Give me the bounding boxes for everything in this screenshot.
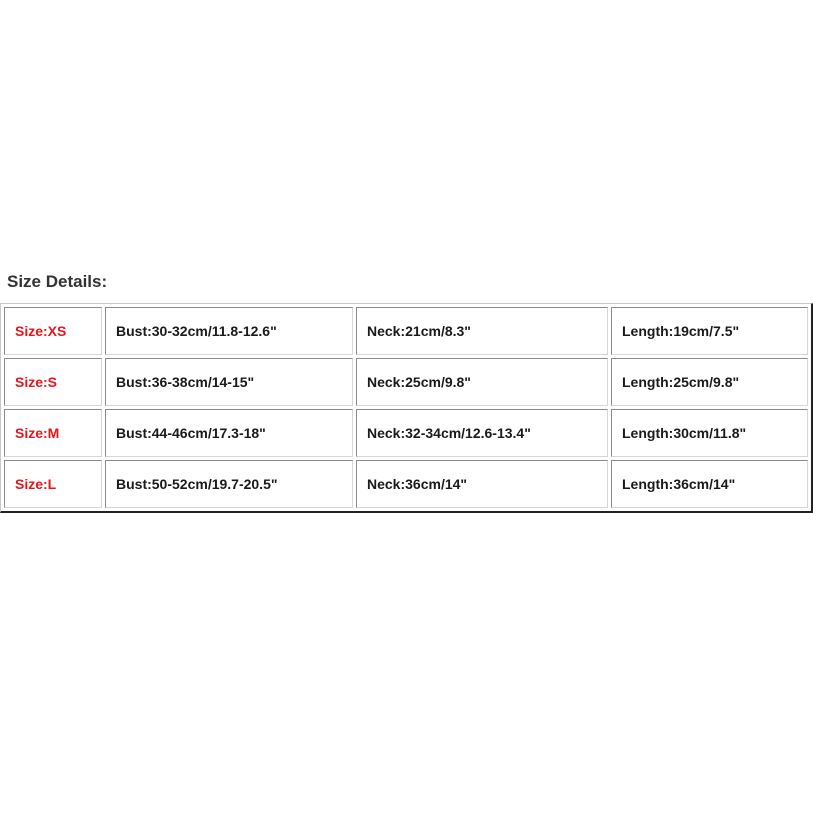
neck-cell: Neck:25cm/9.8" <box>356 358 608 406</box>
length-cell: Length:36cm/14" <box>611 460 808 508</box>
neck-cell: Neck:21cm/8.3" <box>356 307 608 355</box>
length-cell: Length:19cm/7.5" <box>611 307 808 355</box>
bust-cell: Bust:44-46cm/17.3-18" <box>105 409 353 457</box>
size-label-cell: Size:M <box>4 409 102 457</box>
table-row-l <box>4 460 808 508</box>
bust-cell: Bust:50-52cm/19.7-20.5" <box>105 460 353 508</box>
bust-cell: Bust:36-38cm/14-15" <box>105 358 353 406</box>
length-cell: Length:30cm/11.8" <box>611 409 808 457</box>
size-details-heading: Size Details: <box>7 272 108 291</box>
table-row-m <box>4 409 808 457</box>
length-cell: Length:25cm/9.8" <box>611 358 808 406</box>
neck-cell: Neck:32-34cm/12.6-13.4" <box>356 409 608 457</box>
table-row-s <box>4 358 808 406</box>
size-label-cell: Size:L <box>4 460 102 508</box>
bust-cell: Bust:30-32cm/11.8-12.6" <box>105 307 353 355</box>
size-label-cell: Size:XS <box>4 307 102 355</box>
table-row-xs <box>4 307 808 355</box>
neck-cell: Neck:36cm/14" <box>356 460 608 508</box>
size-chart-table <box>0 303 813 513</box>
size-label-cell: Size:S <box>4 358 102 406</box>
